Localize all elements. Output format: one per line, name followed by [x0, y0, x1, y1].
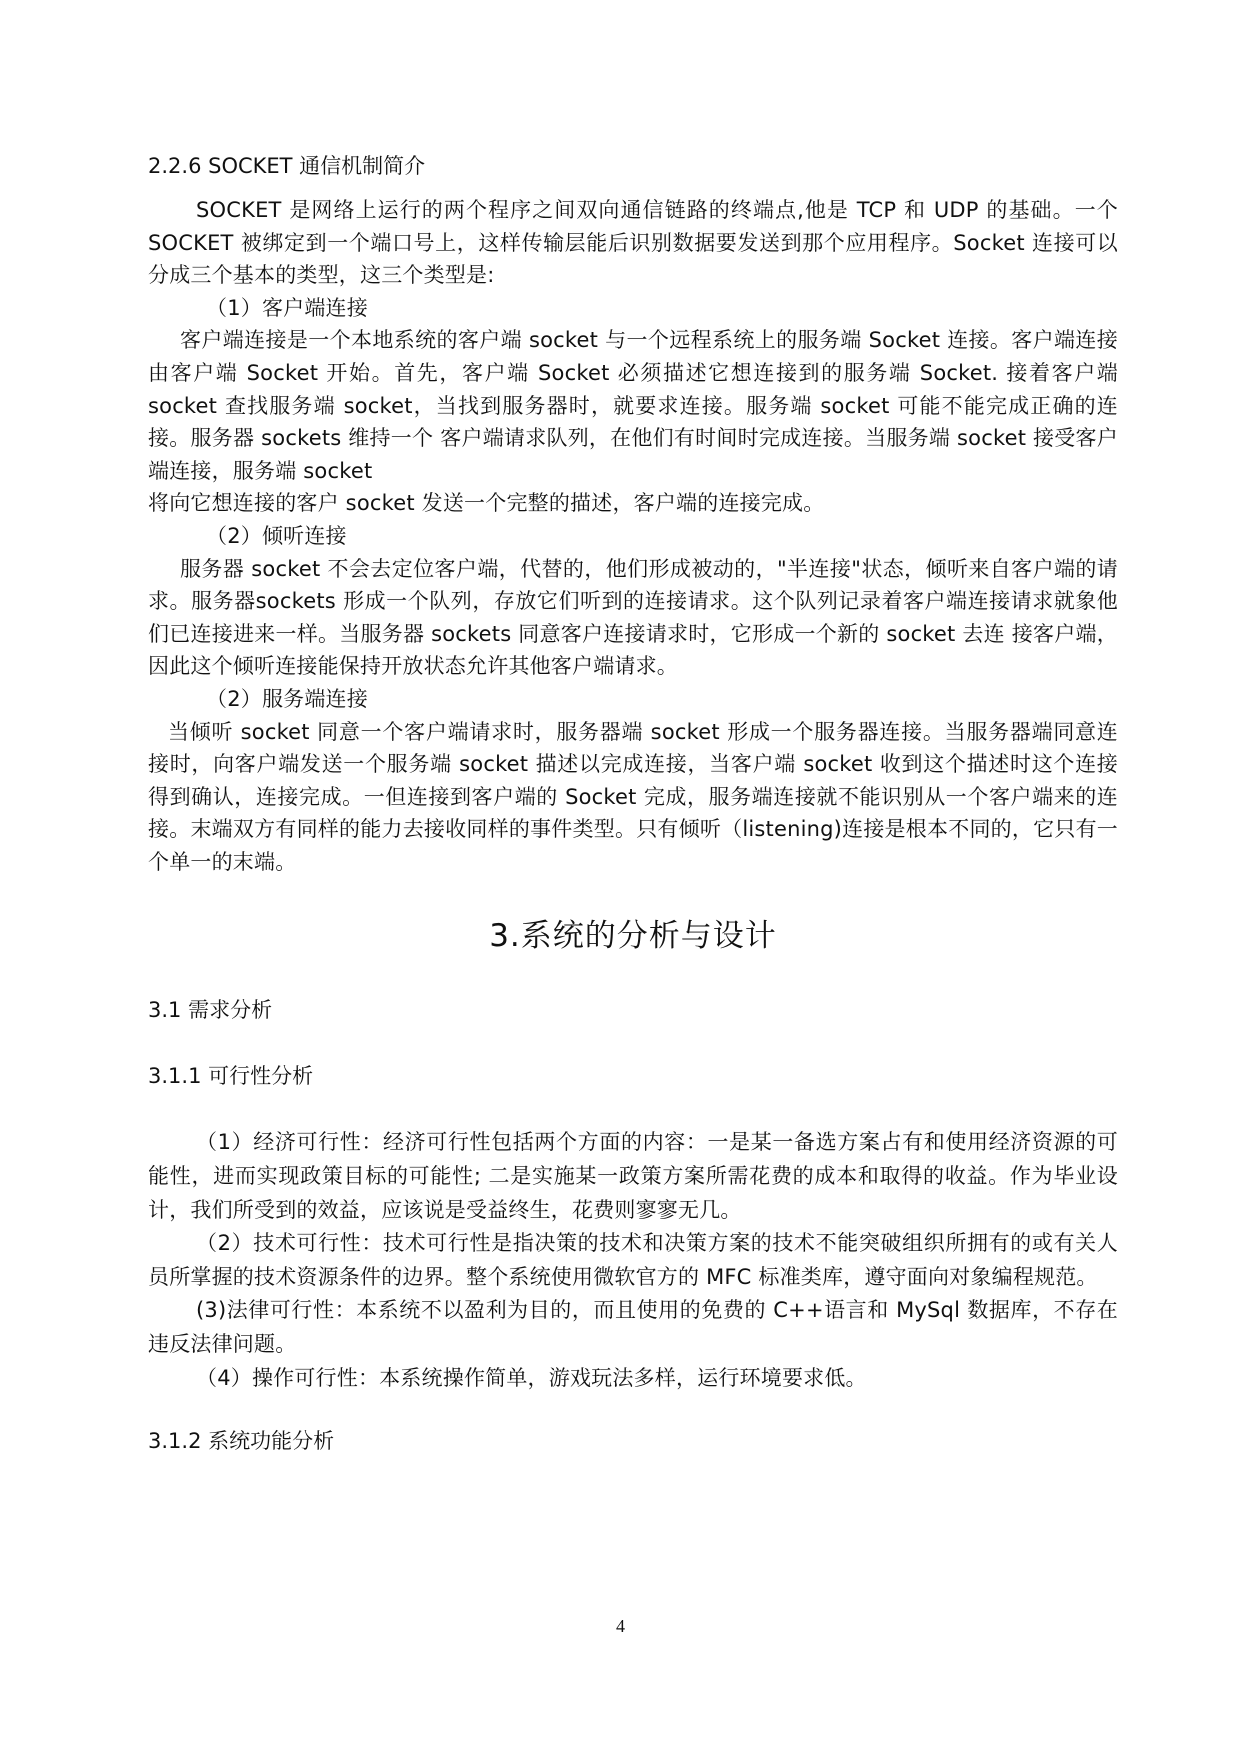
client-connection-paragraph: 客户端连接是一个本地系统的客户端 socket 与一个远程系统上的服务端 Socket 连接。客户端连接由客户端 Socket 开始。首先，客户端 Socket 必须描述它想连接到的服务端 Socket. 接着客户端 socket 查找服务端 socket，当找到服务器时，就要求连接。服务端 socket 可能不能完成正确的连接。服务器 sockets 维持一个 客户端请求队列，在他们有时间时完成连接。当服务端 socket 接受客户端连接，服务端 socket — [148, 328, 1118, 483]
section-heading-3-1: 3.1 需求分析 — [148, 998, 273, 1023]
page-number: 4 — [616, 1616, 625, 1636]
technical-feasibility-paragraph: （2）技术可行性：技术可行性是指决策的技术和决策方案的技术不能突破组织所拥有的或有关人员所掌握的技术资源条件的边界。整个系统使用微软官方的 MFC 标准类库，遵守面向对象编程规范。 — [148, 1231, 1118, 1289]
section-heading-2-2-6: 2.2.6 SOCKET 通信机制简介 — [148, 154, 426, 178]
section-heading-3-1-1: 3.1.1 可行性分析 — [148, 1064, 314, 1089]
client-connection-title: （1）客户端连接 — [206, 295, 368, 320]
operation-feasibility-paragraph: （4）操作可行性：本系统操作简单，游戏玩法多样，运行环境要求低。 — [196, 1365, 867, 1390]
page-content — [148, 150, 1118, 1469]
listen-connection-title: （2）倾听连接 — [206, 523, 347, 548]
server-connection-title: （2）服务端连接 — [206, 686, 368, 711]
client-connection-paragraph-continued: 将向它想连接的客户 socket 发送一个完整的描述，客户端的连接完成。 — [148, 491, 825, 516]
section-heading-3-1-2: 3.1.2 系统功能分析 — [148, 1429, 335, 1454]
legal-feasibility-paragraph: (3)法律可行性：本系统不以盈利为目的，而且使用的免费的 C++语言和 MySql 数据库，不存在违反法律问题。 — [148, 1298, 1118, 1357]
economic-feasibility-paragraph: （1）经济可行性：经济可行性包括两个方面的内容：一是某一备选方案占有和使用经济资源的可能性，进而实现政策目标的可能性; 二是实施某一政策方案所需花费的成本和取得的收益。作为毕业设计，我们所受到的效益，应该说是受益终生，花费则寥寥无几。 — [148, 1130, 1118, 1222]
server-connection-paragraph: 当倾听 socket 同意一个客户端请求时，服务器端 socket 形成一个服务器连接。当服务器端同意连接时，向客户端发送一个服务端 socket 描述以完成连接，当客户端 socket 收到这个描述时这个连接得到确认，连接完成。一但连接到客户端的 Socket 完成，服务端连接就不能识别从一个客户端来的连 接。末端双方有同样的能力去接收同样的事件类型。只有倾听（listening)连接是根本不同的，它只有一个单一的末端。 — [148, 719, 1118, 874]
chapter-title-3: 3.系统的分析与设计 — [489, 918, 777, 955]
feasibility-analysis — [148, 1126, 1118, 1395]
listen-connection-paragraph: 服务器 socket 不会去定位客户端，代替的，他们形成被动的，"半连接"状态，倾听来自客户端的请求。服务器sockets 形成一个队列，存放它们听到的连接请求。这个队列记录着客户端连接请求就象他们已连接进来一样。当服务器 sockets 同意客户连接请求时，它形成一个新的 socket 去连 接客户端，因此这个倾听连接能保持开放状态允许其他客户端请求。 — [148, 556, 1118, 679]
socket-intro-paragraph: SOCKET 是网络上运行的两个程序之间双向通信链路的终端点,他是 TCP 和 UDP 的基础。一个 SOCKET 被绑定到一个端口号上，这样传输层能后识别数据要发送到那个应用程序。Socket 连接可以分成三个基本的类型，这三个类型是: — [148, 198, 1118, 288]
